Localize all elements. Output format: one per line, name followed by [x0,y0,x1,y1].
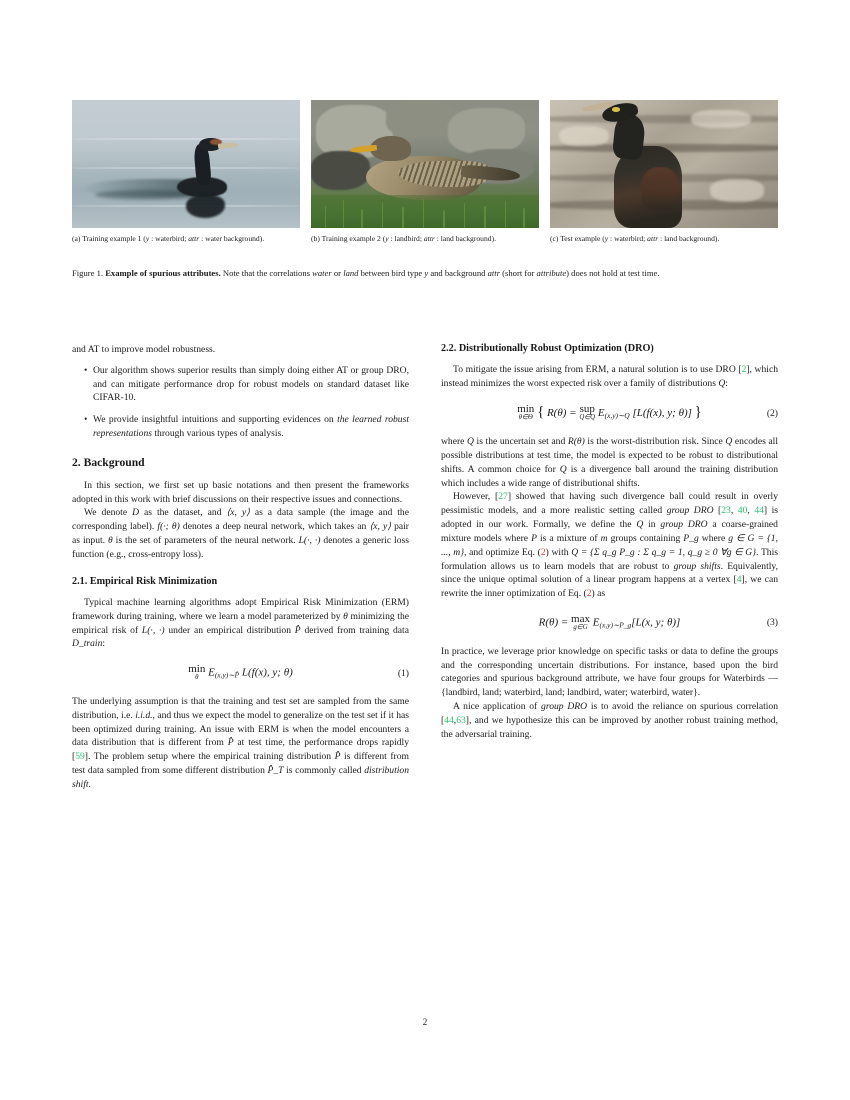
citation-2[interactable]: 2 [741,364,747,376]
figure-panel-row [72,100,778,245]
dro3-m3: m [600,532,608,544]
dro2-t5: is a divergence ball around the training distribution which includes a wide range of distributional shifts. [441,463,778,489]
dro3-m2: P [531,532,537,544]
caption-c-mid: : waterbird; [608,234,648,243]
bird-photo-waterbird-on-land [550,100,778,228]
dro2-m4: Q [559,463,567,475]
figure-caption-text-2: or [331,267,344,278]
citation-59[interactable]: 59 [75,751,85,763]
eq3-max [571,614,590,632]
figure-panel-a-caption [72,234,300,245]
dro-paragraph-3 [441,490,778,601]
dro2-t3: is the worst-distribution risk. Since [584,436,726,448]
eq3-max-sub: g∈G [573,623,588,631]
figure-panel-c-caption [550,234,778,245]
citation-44a[interactable]: 44 [754,505,764,517]
equation-2-body: min θ∈Θ { R(θ) = sup Q∈Q $E_{(x,y)\sim Q}$ [L(f(x), y; θ)] } [517,403,702,422]
eq3-max-op: max [571,612,590,625]
bp2-m2: ⟨x, y⟩ [226,507,250,519]
dro5-t1: A nice application of [453,701,542,713]
bullet-2-text-2: through various types of analysis. [151,428,284,440]
dro3-t10: groups containing [607,532,684,544]
subsection-heading-dro: 2.2. Distributionally Robust Optimization (DRO) [441,343,654,354]
left-column [72,343,409,792]
eap-i2: distribution shift [72,765,409,790]
erm-paragraph [72,596,409,651]
bullet-item-2 [84,413,409,441]
citation-23[interactable]: 23 [721,505,731,517]
eap-t5: is different from test data sampled from some different distribution [72,751,409,777]
eq3-expectation: E [592,616,600,629]
citation-40[interactable]: 40 [737,505,748,517]
bp2-m6: L(·, ·) [298,535,321,547]
dro3-m4: P_g [683,532,699,544]
background-paragraph-2 [72,506,409,561]
figure-caption-title: Example of spurious attributes. [105,267,221,278]
body-columns [72,343,778,792]
erm-t1: Typical machine learning algorithms adopt Empirical Risk Minimization (ERM) framework during training, where we learn a model parameterized by [72,596,409,622]
eq2-sup [579,404,595,422]
erm-t4: derived from training data [300,624,409,636]
equation-3-number: (3) [766,617,778,629]
bp2-m1: D [132,507,140,519]
eq1-expectation: E [208,666,215,679]
bird-photo-waterbird-on-water [72,100,300,228]
eq3-loss: [L(x, y; θ)] [631,616,681,629]
caption-c-suffix: : land background). [658,234,720,243]
dro-paragraph-1 [441,363,778,391]
dro2-m1: Q [467,436,474,448]
figure-panel-b-caption [311,234,539,245]
figure-caption-italic-water: water [312,267,332,278]
eap-t1: The underlying assumption is that the training and test set are sampled from the same distribution, i.e. [72,695,409,721]
equation-3-body [539,614,681,632]
figure-label: Figure 1. [72,267,106,278]
erm-m2: L(·, ·) [141,624,165,636]
caption-b-var: y [385,234,389,243]
equation-2-number: (2) [766,407,778,419]
erm-m1: θ [343,610,348,622]
dro3-t16: ], we can rewrite the inner optimization of Eq. ( [441,574,779,600]
caption-c-attr: attr [647,234,659,243]
dro3-i1: group DRO [666,505,714,517]
eap-t4: ]. The problem setup where the empirical training distribution [84,751,335,763]
eap-m3: P̂_T [267,765,284,777]
erm-t5: : [102,638,106,650]
dro1-t1: To mitigate the issue arising from ERM, a natural solution is to use DRO [ [453,364,742,376]
eq3-exp-sub: (x,y)∼P_g [599,620,632,630]
eq1-exp-sub: (x,y)∼P̂ [214,670,240,680]
bp2-t1: We denote [84,507,133,519]
dro3-t1: However, [ [453,491,499,503]
bp2-m3: f(·; θ) [157,521,180,533]
equation-1-body [188,664,293,682]
figure-1-caption [72,267,778,280]
caption-b-attr: attr [423,234,435,243]
figure-panel-a [72,100,300,245]
eq2-sup-op: sup [579,403,595,416]
eq2-sup-sub: Q∈Q [579,414,596,422]
bullet-2-italic: the learned robust representations [93,414,409,440]
caption-b-prefix: (b) Training example 2 ( [311,234,386,243]
bp2-t3: as a data sample (the image and the corresponding label). [72,507,409,533]
eap-t2: , and thus we expect the model to generalize on the test set if it has been optimized during training. An issue with ERM is when the model encounters a data distribution that is different from [72,709,409,749]
figure-caption-text-4: and background [428,267,488,278]
eq2-min-op: min [517,403,535,416]
dro5-t2: is to avoid the reliance on spurious correlation [ [441,701,778,726]
dro-paragraph-4: In practice, we leverage prior knowledge on specific tasks or data to define the groups and the corresponding uncertain distributions. For instance, based upon the bird categories and spurious background attribute, we have four groups for Waterbirds — {landbird, land; waterbird, land; landbird, water; waterbird, water}. [441,645,778,699]
eq2-risk: R(θ) = [546,406,577,419]
bullet-1-text: Our algorithm shows superior results than simply doing either AT or group DRO, and can mitigate performance drop for robust models on standard dataset like CIFAR-10. [93,364,409,404]
caption-b-mid: : landbird; [388,234,424,243]
caption-a-var: y [145,234,150,243]
figure-caption-text-6: ) does not hold at test time. [566,267,660,278]
dro2-t2: is the uncertain set and [473,436,568,448]
caption-b-suffix: : land background). [434,234,496,243]
caption-a-suffix: : water background). [199,234,265,243]
eq3-risk: R(θ) = [538,616,569,629]
bp2-t2: as the dataset, and [139,507,227,519]
eap-m1: P̂ [227,737,234,749]
left-lead-fragment: and AT to improve model robustness. [72,344,216,355]
erm-t2: minimizing the empirical risk of [72,610,409,636]
erm-m3: P̂ [294,624,301,636]
equation-3 [441,614,778,632]
caption-c-var: y [604,234,609,243]
bird-photo-landbird-on-land [311,100,539,228]
figure-panel-c [550,100,778,245]
dro3-m1: Q [636,519,644,531]
dro5-t4: ], and we hypothesize this can be improved by another robust training method, the adversarial training. [441,714,778,740]
figure-caption-math-attr: attr [487,267,501,278]
eq2-min-sub: θ∈Θ [518,414,533,422]
equation-1-number: (1) [397,667,409,679]
contribution-bullet-list [72,364,409,441]
figure-caption-math-y: y [424,267,429,278]
citation-63[interactable]: 63 [456,714,466,726]
dro-paragraph-5 [441,700,778,741]
dro3-t9: is a mixture of [536,532,601,544]
figure-caption-italic-attribute: attribute [536,267,567,278]
equation-2 [441,404,778,422]
bp2-m4: ⟨x, y⟩ [369,521,391,533]
dro1-t3: : [725,378,728,390]
dro5-i1: group DRO [541,701,588,713]
citation-4[interactable]: 4 [736,574,742,586]
eq2-exp-sub: (x,y)∼Q [604,410,630,420]
dro-paragraph-2 [441,435,778,490]
bp2-t5: pair as input. [72,521,409,547]
dro3-i3: group shifts [673,560,721,572]
figure-1 [72,100,778,280]
citation-27[interactable]: 27 [498,491,508,503]
dro3-m5: g ∈ G = {1, ..., m} [441,532,779,558]
dro3-t6: ] is adopted in our work. Formally, we define the [441,505,779,531]
figure-caption-text-1: Note that the correlations [220,267,313,278]
eq2-min [517,404,534,422]
dro1-t2: ], which instead minimizes the worst expected risk over a family of distributions [441,364,778,390]
figure-caption-italic-land: land [343,267,359,278]
dro2-m3: Q [725,436,733,448]
eap-t6: is commonly called [283,765,365,777]
eq2-expectation: E [597,406,605,419]
eq2-loss: [L(f(x), y; θ)] [632,406,692,419]
erm-assumption-paragraph [72,695,409,792]
dro1-m1: Q [718,378,726,390]
dro2-t1: where [441,436,468,448]
bp2-t6: is the set of parameters of the neural network. [112,535,299,547]
section-heading-background: 2. Background [72,455,145,469]
subsection-heading-erm: 2.1. Empirical Risk Minimization [72,575,218,587]
caption-a-mid: : waterbird; [149,234,189,243]
figure-panel-b [311,100,539,245]
dro3-t8: a coarse-grained mixture models where [441,519,778,544]
eap-t7: . [88,778,91,790]
dro3-t15: . Equivalently, since the unique optimal solution of a linear program happens at a vertex [ [441,560,778,586]
caption-a-attr: attr [188,234,200,243]
dro2-m2: R(θ) [567,436,585,448]
eap-m2: P̂ [334,751,341,763]
erm-m4: D_train [72,638,103,650]
right-column [441,343,778,792]
eq1-min-op: min [188,663,206,676]
figure-caption-text-3: between bird type [358,267,425,278]
dro2-t4: encodes all possible distributions at test time, the model is expected to be robust to distributional shifts. A common choice for [441,436,778,475]
citation-44b[interactable]: 44 [444,714,454,726]
dro3-t12: , and optimize Eq. ( [464,546,541,558]
dro3-t7: in [643,519,661,531]
dro3-t4: , [730,505,738,517]
caption-a-prefix: (a) Training example 1 ( [72,234,146,243]
dro5-t3: , [453,714,457,726]
dro3-m6: Q = {Σ q_g P_g : Σ q_g = 1, q_g ≥ 0 ∀g ∈ G} [571,546,757,558]
eq1-min-sub: θ [195,674,199,682]
erm-t3: under an empirical distribution [164,624,295,636]
dro3-t11: where [698,532,729,544]
dro3-t5: , [747,505,755,517]
dro3-t14: . This formulation allows us to learn models that are robust to [441,546,779,572]
bullet-item-1 [84,364,409,405]
eq1-min [188,664,205,682]
bp2-t4: denotes a deep neural network, which takes an [179,521,370,533]
bp2-t7: denotes a generic loss function (e.g., cross-entropy loss). [72,535,409,560]
eap-t3: at test time, the performance drops rapidly [ [72,737,409,763]
bp2-m5: θ [108,535,113,547]
eap-i1: i.i.d. [135,709,153,721]
eq1-loss: L(f(x), y; θ) [241,666,293,679]
eqref-2a[interactable]: 2 [540,546,546,558]
dro3-t2: ] showed that having such divergence ball could result in overly pessimistic models, and a more realistic setting called [441,491,778,517]
figure-caption-text-5: (short for [500,267,537,278]
background-paragraph-1: In this section, we first set up basic notations and then present the frameworks adopted in this work with brief discussions on their respective issues and connections. [72,479,409,505]
caption-c-prefix: (c) Test example ( [550,234,605,243]
dro3-t17: ) as [591,588,606,600]
bullet-2-text-1: We provide insightful intuitions and supporting evidences on [93,414,338,426]
page-number: 2 [422,1018,428,1028]
dro3-t3: [ [713,505,722,517]
dro3-i2: group DRO [660,519,708,531]
dro3-t13: ) with [545,546,572,558]
eqref-2b[interactable]: 2 [586,588,592,600]
equation-1 [72,664,409,682]
